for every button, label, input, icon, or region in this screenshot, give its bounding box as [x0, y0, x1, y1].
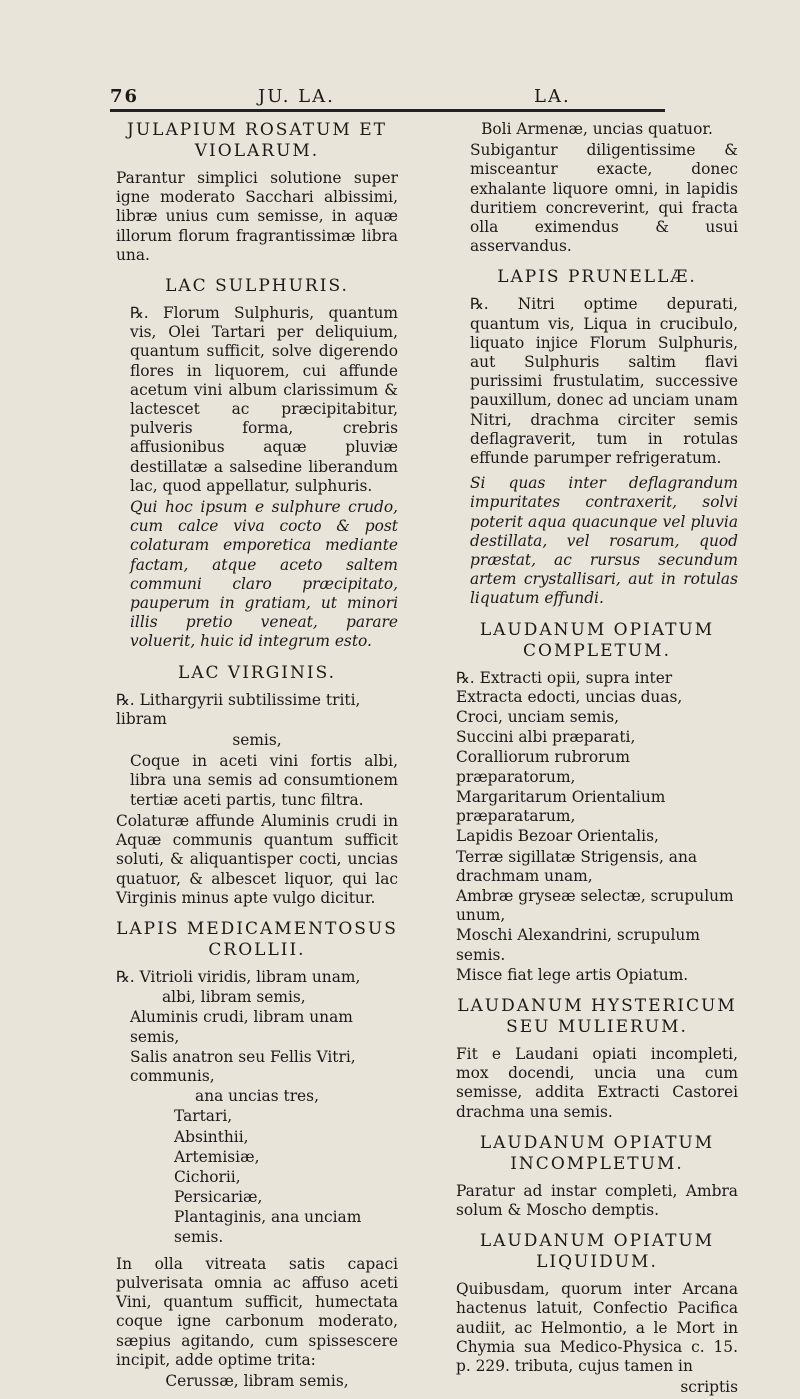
list-item: Aluminis crudi, libram unam semis, — [130, 1008, 353, 1046]
list-item: Lapidis Bezoar Orientalis, — [456, 827, 659, 846]
lac-virginis-line1: ℞. Lithargyrii subtilissime triti, libram — [116, 690, 361, 728]
section-title-laudanum-completum: LAUDANUM OPIATUM COMPLETUM. — [479, 619, 715, 661]
julapium-text: Parantur simplici solutione super igne moderato Sacchari albissimi, libræ unius cum semisse, in aquæ illorum florum fragrantissimæ libra una. — [116, 169, 398, 264]
left-column — [116, 120, 398, 1393]
header-rule — [110, 109, 665, 112]
list-item: Absinthii, — [174, 1127, 249, 1146]
list-item: Misce fiat lege artis Opiatum. — [456, 965, 689, 984]
laudanum-completum-ingredients — [456, 669, 738, 985]
list-item: Ambræ gryseæ selectæ, scrupulum unum, — [456, 886, 734, 925]
laudanum-incompletum-text: Paratur ad instar completi, Ambra solum & Moscho demptis. — [456, 1181, 738, 1219]
list-item: Artemisiæ, — [174, 1147, 260, 1166]
list-item: Salis anatron seu Fellis Vitri, communis, — [130, 1047, 356, 1085]
section-title-julapium: JULAPIUM ROSATUM ET VIOLARUM. — [127, 120, 387, 161]
list-item: ℞. Extracti opii, supra inter Extracta edocti, uncias duas, — [456, 668, 683, 706]
list-item: Croci, unciam semis, — [456, 708, 620, 727]
section-title-lac-virginis: LAC VIRGINIS. — [177, 662, 337, 683]
lapis-medicamentosus-ingredients — [116, 968, 398, 1247]
section-title-laudanum-liquidum: LAUDANUM OPIATUM LIQUIDUM. — [479, 1231, 715, 1273]
lac-virginis-line2: semis, — [232, 731, 282, 750]
laudanum-liquidum-text: Quibusdam, quorum inter Arcana hactenus latuit, Confectio Pacifica audiit, ac Helmontio, a le Mort in Chymia sua Medico-Physica c. 15. p. 229. tributa, cujus tamen in — [456, 1280, 738, 1375]
lapis-prunellae-note: Si quas inter deflagrandum impuritates contraxerit, solvi poterit aqua quacunque vel pluvia destillata, vel rosarum, quod præstat, ac rursus secundum artem crystallisari, aut in rotulas liquatum effundi. — [470, 474, 738, 608]
subigantur-text: Subigantur diligentissime & misceantur exacte, donec exhalante liquore omni, in lapidis duritiem concreverint, qui fracta olla eximendus & usui asservandus. — [470, 141, 738, 256]
lapis-prunellae-recipe: ℞. Nitri optime depurati, quantum vis, Liqua in crucibulo, liquato injice Florum Sulphuris, aut Sulphuris saltim flavi purissimi frustulatim, successive pauxillum, donec ad unciam unam Nitri, drachma circiter semis deflagraverit, tum in rotulas effunde parumper refrigeratum. — [470, 295, 738, 468]
section-title-laudanum-incompletum: LAUDANUM OPIATUM INCOMPLETUM. — [479, 1132, 715, 1174]
lac-virginis-step1: Coque in aceti vini fortis albi, libra una semis ad consumtionem tertiæ aceti partis, tunc filtra. — [130, 752, 398, 809]
lac-virginis-step2: Colaturæ affunde Aluminis crudi in Aquæ communis quantum sufficit soluti, & aliquantisper cocti, uncias quatuor, & albescet liquor, qui lac Virginis minus apte vulgo dicitur. — [116, 811, 398, 907]
lac-sulphuris-note: Qui hoc ipsum e sulphure crudo, cum calce viva cocto & post colaturam emporetica mediante factam, atque aceto saltem communi claro præcipitato, pauperum in gratiam, ut minori illis pretio veneat, parare voluerit, huic id integrum esto. — [130, 498, 398, 651]
left-running-head: JU. LA. — [258, 86, 335, 107]
section-title-laudanum-hystericum: LAUDANUM HYSTERICUM SEU MULIERUM. — [457, 995, 737, 1037]
section-title-lac-sulphuris: LAC SULPHURIS. — [165, 276, 349, 297]
boli-line: Boli Armenæ, uncias quatuor. — [481, 120, 713, 138]
list-item: Coralliorum rubrorum præparatorum, — [456, 748, 630, 786]
list-item: Terræ sigillatæ Strigensis, ana drachmam unam, — [456, 847, 698, 885]
list-item: Cichorii, — [174, 1167, 241, 1186]
laudanum-hystericum-text: Fit e Laudani opiati incompleti, mox docendi, uncia una cum semisse, addita Extracti Castorei drachma una semis. — [456, 1044, 738, 1121]
list-item: Succini albi præparati, — [456, 728, 636, 747]
list-item: Margaritarum Orientalium præparatarum, — [456, 787, 666, 826]
lapis-medicamentosus-last-line: Cerussæ, libram semis, — [165, 1371, 349, 1390]
section-title-lapis-medicamentosus: LAPIS MEDICAMENTOSUS CROLLII. — [116, 918, 398, 960]
list-item: Moschi Alexandrini, scrupulum semis. — [456, 926, 700, 964]
right-running-head: LA. — [534, 86, 571, 107]
lac-sulphuris-recipe: ℞. Florum Sulphuris, quantum vis, Olei Tartari per deliquium, quantum sufficit, solve digerendo flores in liquorem, cui affunde acetum vini album clarissimum & lactescet ac præcipitabitur, pulveris forma, crebris affusionibus aquæ pluviæ destillatæ a salsedine liberandum lac, quod appellatur, sulphuris. — [130, 304, 398, 495]
list-item: albi, libram semis, — [162, 988, 306, 1007]
section-title-lapis-prunellae: LAPIS PRUNELLÆ. — [497, 267, 697, 288]
catchword: scriptis — [680, 1378, 738, 1397]
list-item: ana uncias tres, — [195, 1087, 319, 1106]
list-item: Plantaginis, ana unciam semis. — [174, 1208, 362, 1246]
list-item: Persicariæ, — [174, 1188, 263, 1207]
list-item: ℞. Vitrioli viridis, libram unam, — [116, 967, 361, 986]
lapis-medicamentosus-method: In olla vitreata satis capaci pulverisata omnia ac affuso aceti Vini, quantum sufficit, humectata coque igne carbonum moderato, sæpius agitando, cum spissescere incipit, adde optime trita: — [116, 1254, 398, 1369]
right-column — [456, 120, 738, 1399]
list-item: Tartari, — [174, 1107, 233, 1126]
page-number: 76 — [110, 86, 140, 107]
